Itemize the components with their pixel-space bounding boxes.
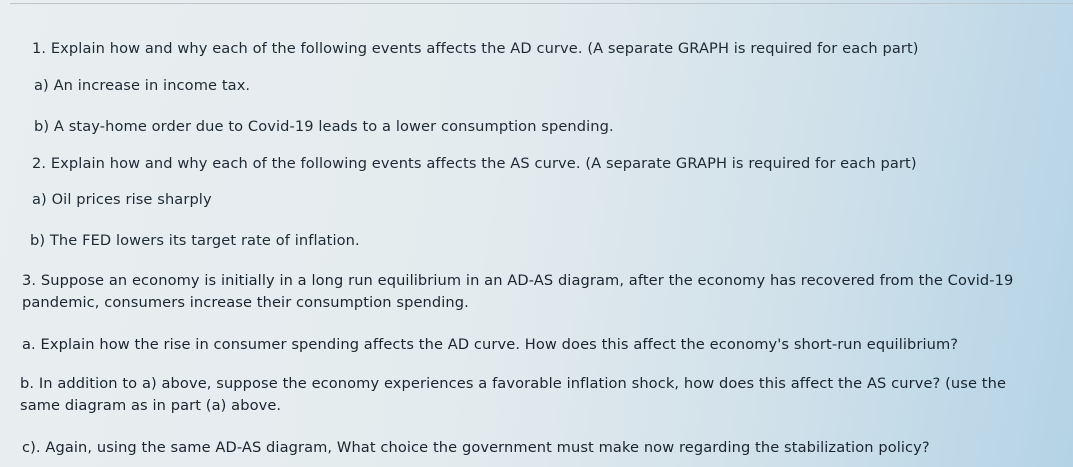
question-1b: b) A stay-home order due to Covid-19 leads to a lower consumption spending.: [34, 118, 614, 135]
question-2a: a) Oil prices rise sharply: [32, 191, 212, 208]
question-3b: b. In addition to a) above, suppose the economy experiences a favorable inflation shock, how does this affect the AS curve? (use the same diagram as in part (a) above.: [20, 375, 1007, 414]
question-1a: a) An increase in income tax.: [34, 77, 251, 94]
question-1: 1. Explain how and why each of the following events affects the AD curve. (A separate GRAPH is required for each part): [32, 40, 919, 57]
question-3c: c). Again, using the same AD-AS diagram, What choice the government must make now regarding the stabilization policy?: [22, 439, 930, 456]
question-3a: a. Explain how the rise in consumer spending affects the AD curve. How does this affect the economy's short-run equilibrium?: [22, 336, 959, 353]
question-2: 2. Explain how and why each of the following events affects the AS curve. (A separate GRAPH is required for each part): [32, 155, 917, 172]
question-3: 3. Suppose an economy is initially in a long run equilibrium in an AD-AS diagram, after the economy has recovered from the Covid-19 pandemic, consumers increase their consumption spending.: [22, 272, 1014, 311]
question-2b: b) The FED lowers its target rate of inflation.: [30, 232, 360, 249]
